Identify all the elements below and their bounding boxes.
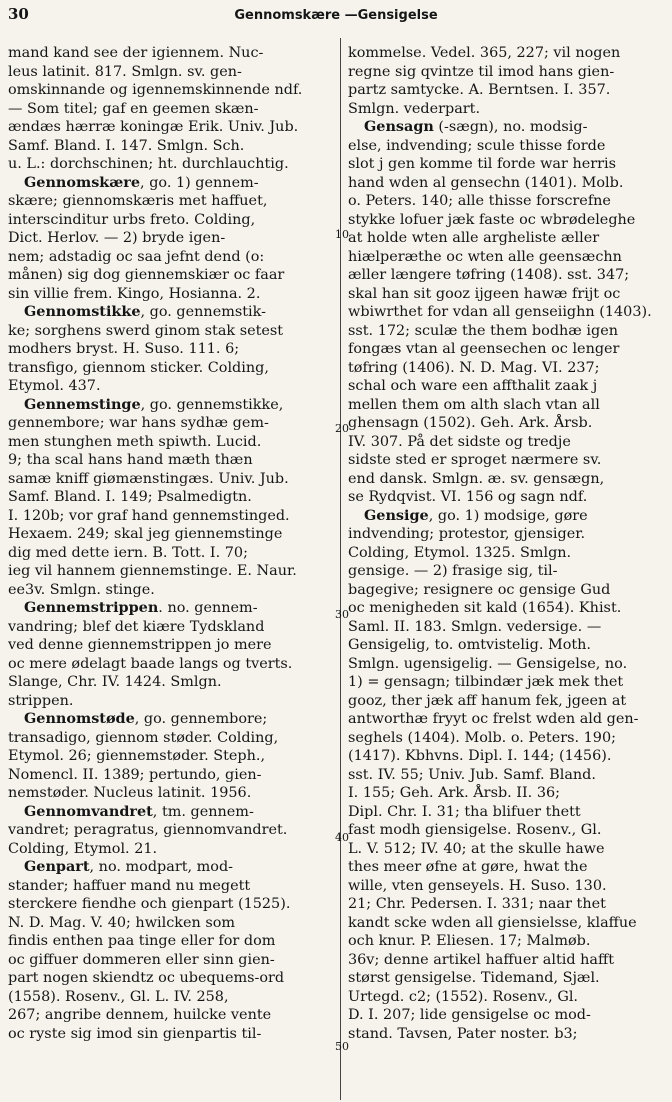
text-line: dig med dette iern. B. Tott. I. 70; [8, 544, 248, 561]
text-line: Gennemstrippen. no. gennem- [24, 599, 258, 616]
text-line: transadigo, giennom støder. Colding, [8, 729, 279, 746]
text-line: men stunghen meth spiwth. Lucid. [8, 433, 262, 450]
text-line: vandret; peragratus, giennomvandret. [8, 822, 288, 838]
text-line: Etymol. 437. [8, 378, 101, 394]
running-title: Gennomskære —Gensigelse [234, 8, 438, 23]
text-line: Samf. Bland. I. 147. Smlgn. Sch. [8, 137, 245, 154]
text-line: wille, vten genseyels. H. Suso. 130. [348, 877, 607, 894]
text-line: strippen. [8, 692, 74, 709]
text-line: else, indvending; scule thisse forde [348, 137, 606, 154]
text-line: Gensagn (-sægn), no. modsig- [364, 118, 588, 135]
text-line: tøfring (1406). N. D. Mag. VI. 237; [348, 359, 600, 376]
text-line: IV. 307. På det sidste og tredje [348, 433, 571, 450]
text-line: 1) = gensagn; tilbindær jæk mek thet [348, 674, 624, 690]
left-column [8, 44, 330, 1096]
text-line: — Som titel; gaf en geemen skæn- [8, 100, 259, 117]
text-line: findis enthen paa tinge eller for dom [8, 933, 276, 949]
text-line: I. 155; Geh. Ark. Årsb. II. 36; [348, 785, 560, 801]
text-line: seghels (1404). Molb. o. Peters. 190; [348, 729, 616, 746]
text-line: N. D. Mag. V. 40; hwilcken som [8, 914, 236, 931]
text-line: Nomencl. II. 1389; pertundo, gien- [8, 766, 262, 783]
text-line: modhers bryst. H. Suso. 111. 6; [8, 341, 240, 357]
text-line: interscinditur urbs freto. Colding, [8, 211, 256, 228]
text-line: Dict. Herlov. — 2) bryde igen- [8, 230, 226, 246]
text-line: Genpart, no. modpart, mod- [24, 858, 234, 875]
text-line: gensige. — 2) frasige sig, til- [348, 563, 558, 579]
text-line: o. Peters. 140; alle thisse forscrefne [348, 193, 611, 209]
text-line: Dipl. Chr. I. 31; tha blifuer thett [348, 803, 581, 820]
text-line: oc ryste sig imod sin gienpartis til- [8, 1025, 262, 1042]
text-line: stand. Tavsen, Pater noster. b3; [348, 1025, 578, 1042]
text-line: partz samtycke. A. Berntsen. I. 357. [348, 82, 611, 98]
text-line: ændæs hærræ koningæ Erik. Univ. Jub. [8, 119, 299, 135]
text-line: bagegive; resignere oc gensige Gud [348, 581, 611, 598]
text-line: thes meer øfne at gøre, hwat the [348, 859, 588, 875]
text-line: sin villie frem. Kingo, Hosianna. 2. [8, 285, 261, 302]
text-line: regne sig qvintze til imod hans gien- [348, 63, 615, 80]
text-line: skal han sit gooz ijgeen hawæ frijt oc [348, 285, 621, 302]
text-line: ee3v. Smlgn. stinge. [8, 581, 155, 598]
text-line: indvending; protestor, gjensiger. [348, 526, 586, 542]
text-line: 21; Chr. Pedersen. I. 331; naar thet [348, 896, 606, 912]
text-line: Samf. Bland. I. 149; Psalmedigtn. [8, 489, 252, 505]
text-line: vandring; blef det kiære Tydskland [8, 618, 265, 635]
text-line: transfigo, giennom sticker. Colding, [8, 359, 269, 376]
text-line: Gennemstinge, go. gennemstikke, [24, 395, 284, 413]
text-line: gooz, ther jæk aff hanum fek, jgeen at [348, 692, 627, 709]
text-line: sst. IV. 55; Univ. Jub. Samf. Bland. [348, 766, 596, 783]
text-line: ghensagn (1502). Geh. Ark. Årsb. [348, 415, 593, 431]
text-line: 267; angribe dennem, huilcke vente [8, 1007, 272, 1023]
text-line: skære; giennomskæris met haffuet, [8, 193, 268, 209]
text-line: Hexaem. 249; skal jeg giennemstinge [8, 526, 283, 542]
text-line: mellen them om alth slach vtan all [348, 396, 600, 413]
text-line: nemstøder. Nucleus latinit. 1956. [8, 785, 252, 801]
text-line: kommelse. Vedel. 365, 227; vil nogen [348, 45, 621, 61]
text-line: sidste sted er sproget nærmere sv. [348, 452, 602, 468]
text-line: ved denne giennemstrippen jo mere [8, 637, 272, 653]
page-header [0, 0, 672, 30]
right-column [348, 44, 664, 1096]
text-line: omskinnande og igennemskinnende ndf. [8, 82, 303, 98]
text-line: oc menigheden sit kald (1654). Khist. [348, 600, 622, 616]
text-line: L. V. 512; IV. 40; at the skulle hawe [348, 840, 605, 857]
text-line: Smlgn. ugensigelig. — Gensigelse, no. [348, 655, 628, 672]
text-line: kandt scke wden all giensielsse, klaffue [348, 914, 637, 931]
text-line: Gensige, go. 1) modsige, gøre [364, 506, 588, 524]
text-line: 36v; denne artikel haffuer altid hafft [348, 951, 614, 968]
text-line: Colding, Etymol. 21. [8, 840, 158, 857]
text-line: Urtegd. c2; (1552). Rosenv., Gl. [348, 988, 579, 1005]
line-number: 20 [335, 422, 349, 435]
text-line: end dansk. Smlgn. æ. sv. gensægn, [348, 470, 605, 487]
text-line: Gensigelig, to. omtvistelig. Moth. [348, 637, 592, 653]
text-line: part nogen skiendtz oc ubequems-ord [8, 970, 285, 986]
text-line: stander; haffuer mand nu megett [8, 877, 251, 894]
line-number: 50 [335, 1040, 349, 1053]
line-number: 10 [335, 228, 349, 241]
text-line: mand kand see der igiennem. Nuc- [8, 45, 264, 61]
column-divider [340, 38, 341, 1100]
text-line: at holde wten alle argheliste æller [348, 230, 600, 246]
text-line: Gennomstikke, go. gennemstik- [24, 303, 266, 320]
text-line: Saml. II. 183. Smlgn. vedersige. — [348, 618, 602, 635]
text-line: Etymol. 26; giennemstøder. Steph., [8, 748, 266, 764]
text-line: D. I. 207; lide gensigelse oc mod- [348, 1007, 591, 1023]
text-line: oc mere ødelagt baade langs og tverts. [8, 655, 293, 672]
text-line: Slange, Chr. IV. 1424. Smlgn. [8, 674, 222, 690]
text-line: 9; tha scal hans hand mæth thæn [8, 452, 253, 468]
text-line: fongæs vtan al geensechen oc lenger [348, 341, 620, 357]
text-line: slot j gen komme til forde war herris [348, 156, 616, 172]
text-line: (1417). Kbhvns. Dipl. I. 144; (1456). [348, 748, 612, 764]
text-line: hand wden al gensechn (1401). Molb. [348, 174, 624, 191]
text-line: Gennomstøde, go. gennembore; [24, 710, 268, 727]
line-number: 30 [335, 608, 349, 621]
text-line: sterckere fiendhe och gienpart (1525). [8, 896, 291, 912]
text-line: fast modh giensigelse. Rosenv., Gl. [348, 822, 602, 838]
text-line: Smlgn. vederpart. [348, 100, 481, 117]
text-line: ke; sorghens swerd ginom stak setest [8, 322, 284, 339]
page-number: 30 [8, 5, 29, 23]
text-line: hiælperæthe oc wten alle geensæchn [348, 248, 622, 265]
line-number: 40 [335, 831, 349, 844]
text-line: nem; adstadig oc saa jefnt dend (o: [8, 248, 265, 265]
text-line: u. L.: dorchschinen; ht. durchlauchtig. [8, 156, 289, 172]
text-line: (1558). Rosenv., Gl. L. IV. 258, [8, 988, 229, 1005]
text-line: leus latinit. 817. Smlgn. sv. gen- [8, 63, 242, 80]
text-line: samæ kniff giømænstingæs. Univ. Jub. [8, 470, 289, 487]
text-line: æller længere tøfring (1408). sst. 347; [348, 267, 630, 283]
text-line: gennembore; war hans sydhæ gem- [8, 415, 269, 431]
text-line: Gennomskære, go. 1) gennem- [24, 173, 259, 191]
text-line: se Rydqvist. VI. 156 og sagn ndf. [348, 489, 588, 505]
text-line: størst gensigelse. Tidemand, Sjæl. [348, 970, 600, 986]
text-line: stykke lofuer jæk faste oc wbrødeleghe [348, 211, 636, 228]
text-line: antworthæ fryyt oc frelst wden ald gen- [348, 711, 639, 727]
text-line: Colding, Etymol. 1325. Smlgn. [348, 544, 572, 561]
text-line: Gennomvandret, tm. gennem- [24, 802, 254, 820]
text-line: sst. 172; sculæ the them bodhæ igen [348, 322, 618, 339]
text-line: wbiwrthet for vdan all genseiighn (1403). [348, 304, 652, 320]
text-line: oc giffuer dommeren eller sinn gien- [8, 951, 275, 968]
text-line: månen) sig dog giennemskiær oc faar [8, 267, 285, 283]
text-line: schal och ware een affthalit zaak j [348, 378, 598, 394]
text-line: ieg vil hannem giennemstinge. E. Naur. [8, 563, 297, 579]
text-line: I. 120b; vor graf hand gennemstinged. [8, 507, 290, 524]
text-line: och knur. P. Eliesen. 17; Malmøb. [348, 933, 591, 949]
